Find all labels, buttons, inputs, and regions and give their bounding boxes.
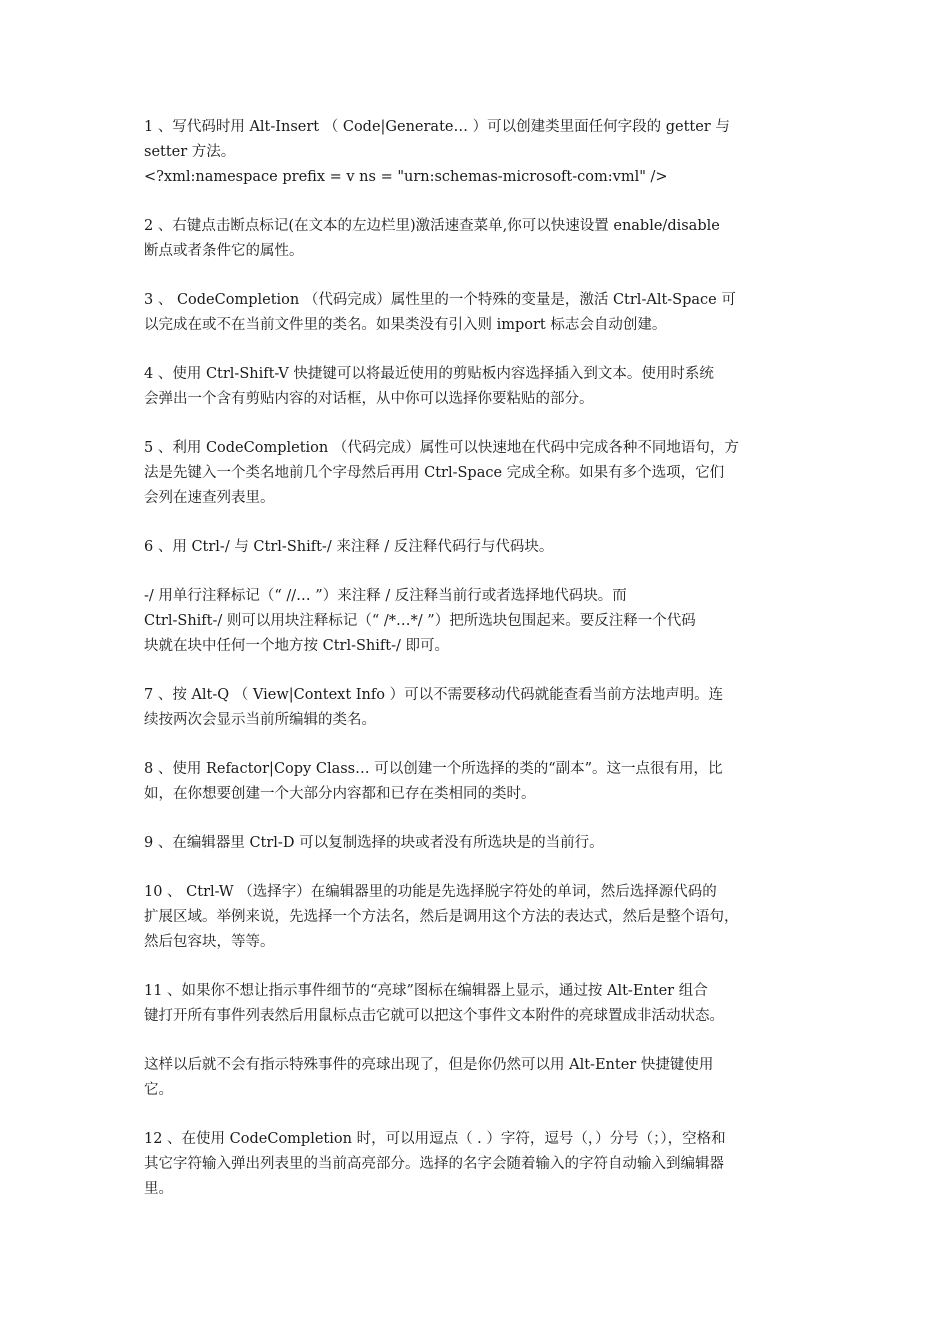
document-body [144,115,808,1226]
text-line: 法是先键入一个类名地前几个字母然后再用 Ctrl-Space 完成全称。如果有多个选项，它们 [144,465,725,481]
text-line: 会列在速查列表里。 [144,490,275,506]
text-line: 如，在你想要创建一个大部分内容都和已存在类相同的类时。 [144,786,536,802]
text-line: 其它字符输入弹出列表里的当前高亮部分。选择的名字会随着输入的字符自动输入到编辑器 [144,1156,724,1172]
text-line: 1 、写代码时用 Alt-Insert （ Code|Generate… ）可以创建类里面任何字段的 getter 与 [144,119,730,135]
paragraph-tip-3 [144,288,808,338]
text-line: 5 、利用 CodeCompletion （代码完成）属性可以快速地在代码中完成各种不同地语句，方 [144,440,739,456]
paragraph-xml-namespace [144,165,808,190]
text-line: 11 、如果你不想让指示事件细节的“亮球”图标在编辑器上显示，通过按 Alt-Enter 组合 [144,983,708,999]
text-line: 里。 [144,1181,173,1197]
paragraph-tip-4 [144,362,808,412]
text-line: 它。 [144,1082,173,1098]
text-line: 会弹出一个含有剪贴内容的对话框，从中你可以选择你要粘贴的部分。 [144,391,594,407]
paragraph-tip-12 [144,1127,808,1202]
text-line: setter 方法。 [144,144,236,160]
text-line: 6 、用 Ctrl-/ 与 Ctrl-Shift-/ 来注释 / 反注释代码行与代码块。 [144,539,554,555]
text-line: 这样以后就不会有指示特殊事件的亮球出现了，但是你仍然可以用 Alt-Enter 快捷键使用 [144,1057,714,1073]
text-line: 9 、在编辑器里 Ctrl-D 可以复制选择的块或者没有所选块是的当前行。 [144,835,604,851]
paragraph-tip-7 [144,683,808,733]
text-line: 12 、在使用 CodeCompletion 时，可以用逗点（ . ）字符，逗号（，）分号（；），空格和 [144,1131,726,1147]
paragraph-tip-11 [144,979,808,1029]
paragraph-tip-11-detail [144,1053,808,1103]
paragraph-tip-5 [144,436,808,511]
text-line: 8 、使用 Refactor|Copy Class… 可以创建一个所选择的类的“副本”。这一点很有用，比 [144,761,723,777]
paragraph-tip-10 [144,880,808,955]
paragraph-tip-8 [144,757,808,807]
text-line: -/ 用单行注释标记（“ //… ”）来注释 / 反注释当前行或者选择地代码块。而 [144,588,627,604]
paragraph-tip-2 [144,214,808,264]
text-line: 2 、右键点击断点标记(在文本的左边栏里)激活速查菜单,你可以快速设置 enable/disable [144,218,720,234]
text-line: 10 、 Ctrl-W （选择字）在编辑器里的功能是先选择脱字符处的单词，然后选择源代码的 [144,884,717,900]
text-line: Ctrl-Shift-/ 则可以用块注释标记（“ /*…*/ ”）把所选块包围起来。要反注释一个代码 [144,613,696,629]
text-line: 续按两次会显示当前所编辑的类名。 [144,712,376,728]
text-line: <?xml:namespace prefix = v ns = "urn:schemas-microsoft-com:vml" /> [144,169,668,185]
text-line: 扩展区域。举例来说，先选择一个方法名，然后是调用这个方法的表达式，然后是整个语句， [144,909,739,925]
paragraph-tip-6 [144,535,808,560]
text-line: 断点或者条件它的属性。 [144,243,304,259]
paragraph-tip-1 [144,115,808,165]
text-line: 块就在块中任何一个地方按 Ctrl-Shift-/ 即可。 [144,638,449,654]
text-line: 键打开所有事件列表然后用鼠标点击它就可以把这个事件文本附件的亮球置成非活动状态。 [144,1008,724,1024]
text-line: 以完成在或不在当前文件里的类名。如果类没有引入则 import 标志会自动创建。 [144,317,667,333]
paragraph-tip-6-detail [144,584,808,659]
paragraph-tip-9 [144,831,808,856]
text-line: 4 、使用 Ctrl-Shift-V 快捷键可以将最近使用的剪贴板内容选择插入到文本。使用时系统 [144,366,714,382]
text-line: 7 、按 Alt-Q （ View|Context Info ）可以不需要移动代码就能查看当前方法地声明。连 [144,687,724,703]
text-line: 3 、 CodeCompletion （代码完成）属性里的一个特殊的变量是，激活 Ctrl-Alt-Space 可 [144,292,736,308]
text-line: 然后包容块，等等。 [144,934,275,950]
